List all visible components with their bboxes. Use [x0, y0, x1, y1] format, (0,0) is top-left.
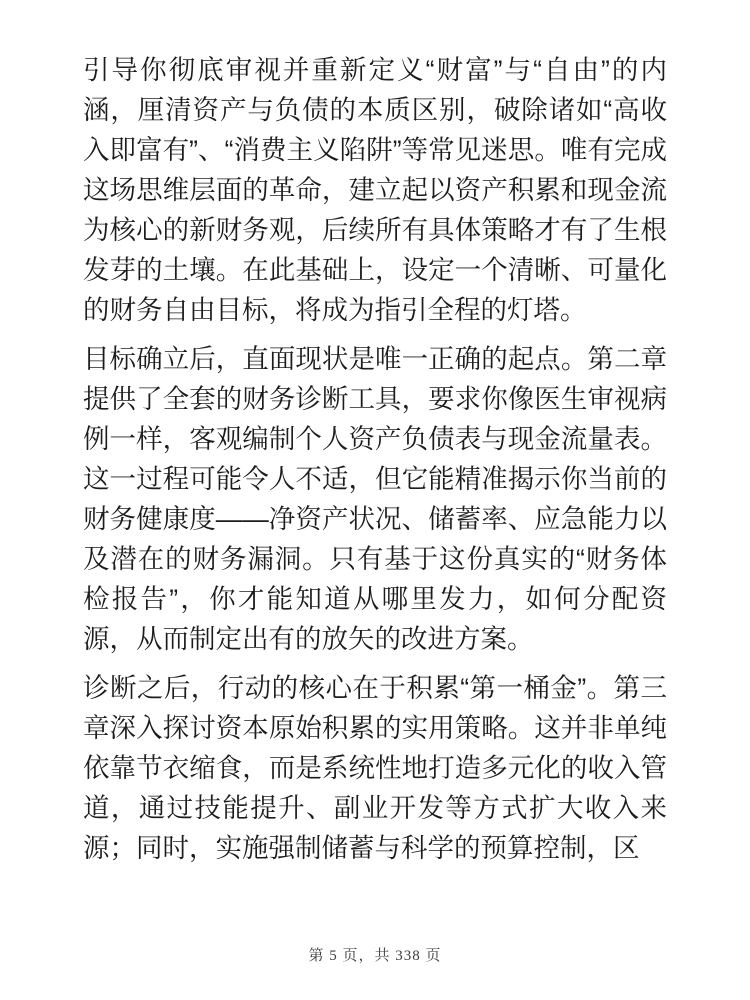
- page-indicator: 第 5 页，共 338 页: [308, 948, 442, 964]
- page-text-content: [83, 50, 667, 877]
- paragraph: 诊断之后，行动的核心在于积累“第一桶金”。第三章深入探讨资本原始积累的实用策略。这并非单纯依靠节衣缩食，而是系统性地打造多元化的收入管道，通过技能提升、副业开发等方式扩大收入来源；同时，实施强制储蓄与科学的预算控制，区: [83, 673, 667, 863]
- paragraph: 目标确立后，直面现状是唯一正确的起点。第二章提供了全套的财务诊断工具，要求你像医生审视病例一样，客观编制个人资产负债表与现金流量表。这一过程可能令人不适，但它能精准揭示你当前的财务健康度——净资产状况、储蓄率、应急能力以及潜在的财务漏洞。只有基于这份真实的“财务体检报告”，你才能知道从哪里发力，如何分配资源，从而制定出有的放矢的改进方案。: [83, 344, 667, 654]
- paragraph: 引导你彻底审视并重新定义“财富”与“自由”的内涵，厘清资产与负债的本质区别，破除诸如“高收入即富有”、“消费主义陷阱”等常见迷思。唯有完成这场思维层面的革命，建立起以资产积累和现金流为核心的新财务观，后续所有具体策略才有了生根发芽的土壤。在此基础上，设定一个清晰、可量化的财务自由目标，将成为指引全程的灯塔。: [83, 55, 667, 325]
